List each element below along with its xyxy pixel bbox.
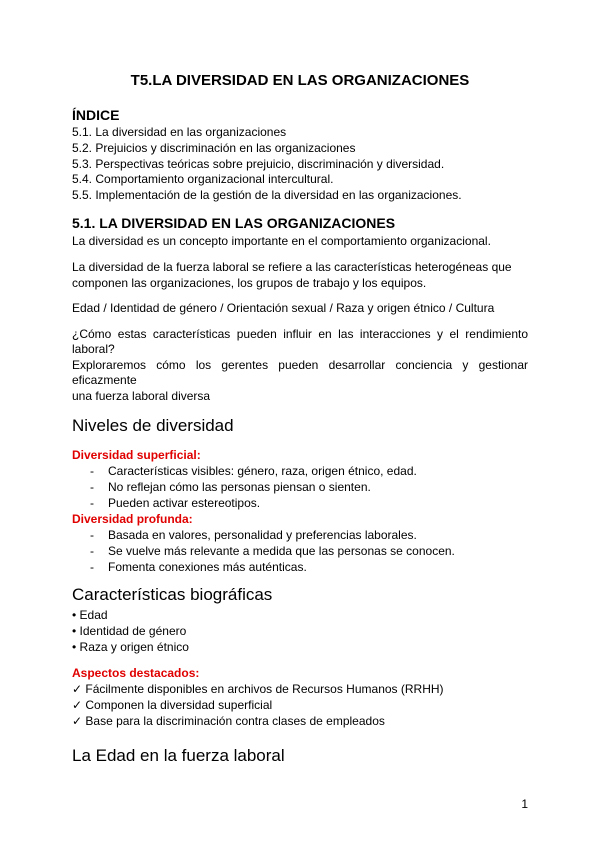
dash-marker: - [90,496,94,510]
index-item: 5.5. Implementación de la gestión de la diversidad en las organizaciones. [72,188,462,202]
page-number: 1 [521,797,528,811]
deep-item-text: Basada en valores, personalidad y preferencias laborales. [108,528,417,542]
definition-line: componen las organizaciones, los grupos de trabajo y los equipos. [72,276,427,290]
biographic-item: • Edad [72,608,108,622]
surface-item-text: Pueden activar estereotipos. [108,496,261,510]
explore-paragraph: Exploraremos cómo los gerentes pueden desarrollar conciencia y gestionar eficazmente [72,358,528,387]
dash-marker: - [90,560,94,574]
dash-marker: - [90,544,94,558]
deep-item-text: Se vuelve más relevante a medida que las personas se conocen. [108,544,455,558]
deep-diversity-label: Diversidad profunda: [72,512,193,526]
deep-item-text: Fomenta conexiones más auténticas. [108,560,307,574]
highlight-item: ✓ Fácilmente disponibles en archivos de Recursos Humanos (RRHH) [72,682,444,696]
index-item: 5.1. La diversidad en las organizaciones [72,125,287,139]
dash-marker: - [90,528,94,542]
index-item: 5.2. Prejuicios y discriminación en las organizaciones [72,141,356,155]
explore-paragraph-end: una fuerza laboral diversa [72,389,211,403]
section-heading: 5.1. LA DIVERSIDAD EN LAS ORGANIZACIONES [72,215,396,231]
surface-item-text: No reflejan cómo las personas piensan o sienten. [108,480,371,494]
dash-marker: - [90,464,94,478]
surface-diversity-label: Diversidad superficial: [72,448,201,462]
index-heading: ÍNDICE [72,107,120,123]
index-item: 5.3. Perspectivas teóricas sobre prejuicio, discriminación y diversidad. [72,157,445,171]
surface-item [90,496,260,510]
highlights-label: Aspectos destacados: [72,666,200,680]
definition-line: La diversidad de la fuerza laboral se refiere a las características heterogéneas que [72,260,512,274]
index-item: 5.4. Comportamiento organizacional intercultural. [72,172,334,186]
deep-item [90,560,307,574]
deep-item [90,544,455,558]
highlight-item: ✓ Componen la diversidad superficial [72,698,273,712]
surface-item-text: Características visibles: género, raza, origen étnico, edad. [108,464,417,478]
biographic-heading: Características biográficas [72,585,273,604]
biographic-item: • Raza y origen étnico [72,640,189,654]
biographic-item: • Identidad de género [72,624,187,638]
intro-paragraph: La diversidad es un concepto importante en el comportamiento organizacional. [72,234,491,248]
dash-marker: - [90,480,94,494]
surface-item [90,464,417,478]
question-paragraph: ¿Cómo estas características pueden influir en las interacciones y el rendimiento laboral? [72,327,528,356]
document-title: T5.LA DIVERSIDAD EN LAS ORGANIZACIONES [130,72,470,89]
factors-line: Edad / Identidad de género / Orientación sexual / Raza y origen étnico / Cultura [72,301,495,315]
highlight-item: ✓ Base para la discriminación contra clases de empleados [72,714,385,728]
surface-item [90,480,371,494]
age-heading: La Edad en la fuerza laboral [72,746,285,765]
deep-item [90,528,417,542]
levels-heading: Niveles de diversidad [72,416,234,435]
